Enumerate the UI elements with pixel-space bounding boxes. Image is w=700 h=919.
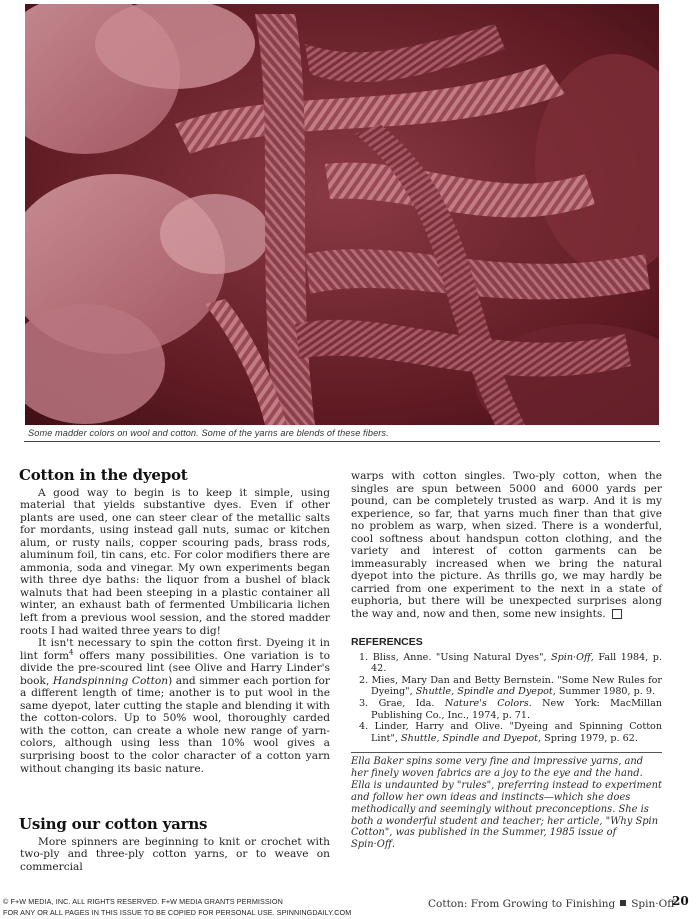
- caption-divider: [24, 441, 660, 442]
- paragraph-dyepot-1: A good way to begin is to keep it simple, using material that yields substantive dyes. Even if other plants are used, one can steer clear of the metallic salts for mordants, using instead gall nuts, sumac or kitchen alum, or rusty nails, copper scouring pads, brass rods, aluminum foil, tin cans, etc. For color modifiers there are ammonia, soda and vinegar. My own experiments began with three dye baths: the liquor from a bushel of black walnuts that had been steeping in a plastic container all winter, an exhaust bath of fermented Umbilicaria lichen left from a previous wool session, and the stored madder roots I had waited three years to dig!: [20, 486, 330, 637]
- madder-yarn-photo: [25, 4, 659, 425]
- reference-item: 1. Bliss, Anne. "Using Natural Dyes", Spin·Off, Fall 1984, p. 42.: [359, 651, 663, 675]
- left-column-section2: [19, 815, 330, 873]
- reference-item: 2. Mies, Mary Dan and Betty Bernstein. "Some New Rules for Dyeing", Shuttle, Spindle and Dyepot, Summer 1980, p. 9.: [359, 674, 662, 698]
- left-column: [19, 466, 330, 775]
- bio-divider: [351, 752, 662, 753]
- references-heading: REFERENCES: [351, 636, 423, 648]
- references-list: [351, 652, 662, 745]
- end-mark-icon: [612, 609, 622, 619]
- square-bullet-icon: [620, 900, 626, 906]
- copyright-line-2: FOR ANY OR ALL PAGES IN THIS ISSUE TO BE COPIED FOR PERSONAL USE. SPINNINGDAILY.COM: [3, 907, 352, 917]
- magazine-name: Spin·Off: [631, 898, 675, 910]
- paragraph-cotton-yarns-1: More spinners are beginning to knit or crochet with two-ply and three-ply cotton yarns, or to weave on commercial: [20, 835, 330, 873]
- copyright-notice: [3, 897, 351, 918]
- publication-title: Cotton: From Growing to Finishing: [428, 898, 616, 910]
- copyright-line-1: © F+W MEDIA, INC. ALL RIGHTS RESERVED. F+W MEDIA GRANTS PERMISSION: [3, 897, 283, 906]
- reference-item: 3. Grae, Ida. Nature's Colors. New York: MacMillan Publishing Co., Inc., 1974, p. 71.: [359, 697, 662, 721]
- section-heading-dyepot: Cotton in the dyepot: [19, 466, 188, 484]
- references-block: [351, 636, 662, 744]
- paragraph-continued: warps with cotton singles. Two-ply cotton, when the singles are spun between 5000 and 6000 yards per pound, can be completely trusted as warp. And it is my experience, so far, that yarns much finer than that give no problem as warp, when sized. There is a wonderful, cool softness about handspun cotton clothing, and the variety and interest of cotton garments can be immeasurably increased when we bring the natural dyepot into the picture. As thrills go, we may hardly be carried from one experiment to the next in a state of euphoria, but there will be unexpected surprises along the way and, now and then, some new insights.: [351, 470, 662, 621]
- reference-item: 4. Linder, Harry and Olive. "Dyeing and Spinning Cotton Lint", Shuttle, Spindle and Dyepot, Spring 1979, p. 62.: [359, 721, 663, 744]
- photo-caption: Some madder colors on wool and cotton. Some of the yarns are blends of these fibers.: [28, 428, 389, 438]
- page-number: 20: [672, 894, 689, 908]
- author-bio: Ella Baker spins some very fine and impressive yarns, and her finely woven fabrics are a joy to the eye and the hand. Ella is undaunted by "rules", preferring instead to experiment and follow her own ideas and instincts—which she does methodically and seemingly without preconceptions. She is both a wonderful student and teacher; her article, "Why Spin Cotton", was published in the Summer, 1985 issue of Spin·Off.: [351, 756, 662, 851]
- paragraph-dyepot-2: It isn't necessary to spin the cotton first. Dyeing it in lint form$^4$ offers many possibilities. One variation is to divide the pre-scoured lint (see Olive and Harry Linder's book, Handspinning Cotton) and simmer each portion for a different length of time; another is to put wool in the same dyepot, later cutting the staple and blending it with the cotton-colors. Up to 50% wool, thoroughly carded with the cotton, can create a whole new range of yarn-colors, although using less than 10% wool gives a surprising boost to the color character of a cotton yarn without changing its basic nature.: [20, 637, 330, 775]
- yarn-photo-illustration: [25, 4, 659, 425]
- right-column: [351, 470, 662, 621]
- running-footer: [428, 898, 675, 910]
- section-heading-cotton-yarns: Using our cotton yarns: [19, 815, 208, 833]
